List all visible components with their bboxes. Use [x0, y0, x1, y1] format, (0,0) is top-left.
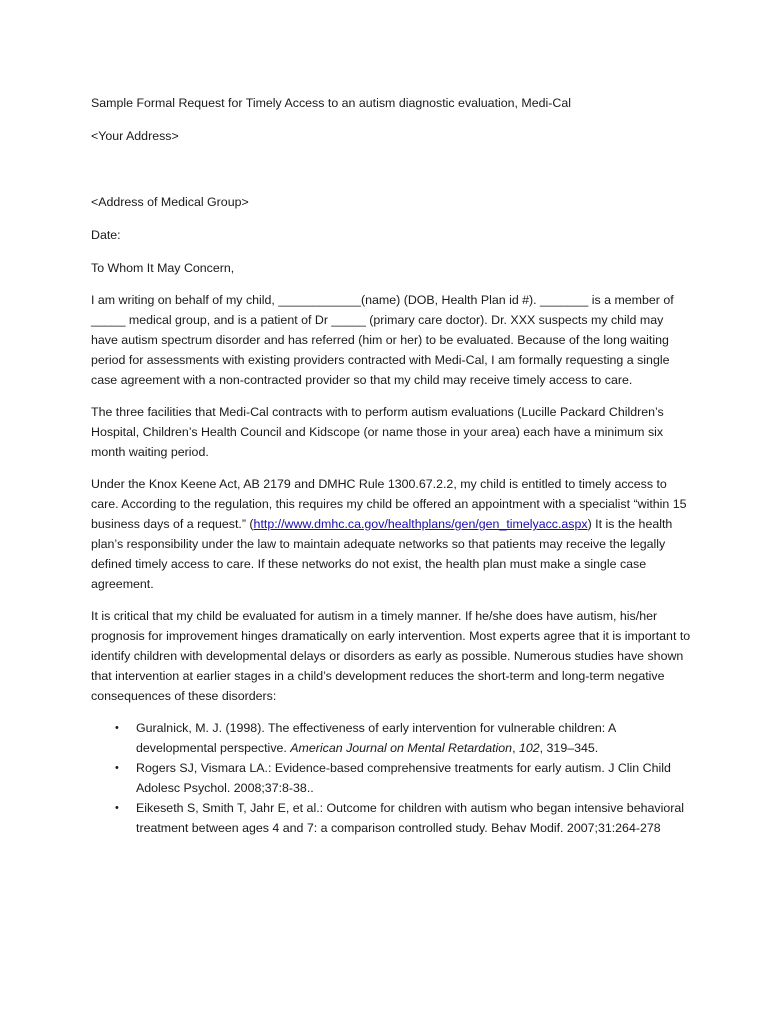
reference-journal: American Journal on Mental Retardation — [290, 741, 513, 755]
medical-group-address-placeholder: <Address of Medical Group> — [91, 195, 249, 209]
bullet-icon: • — [115, 802, 119, 814]
reference-separator: , — [512, 741, 519, 755]
reference-item — [91, 798, 691, 838]
dmhc-timely-access-link[interactable]: http://www.dmhc.ca.gov/healthplans/gen/gen_timelyacc.aspx — [253, 517, 588, 531]
paragraph-request: I am writing on behalf of my child, ____________(name) (DOB, Health Plan id #). _______ is a member of _____ medical group, and is a patient of Dr _____ (primary care doctor). Dr. XXX suspects my child may have autism spectrum disorder and has referred (him or her) to be evaluated. Because of the long waiting period for assessments with existing providers contracted with Medi-Cal, I am formally requesting a single case agreement with a non-contracted provider so that my child may receive timely access to care. — [91, 293, 674, 387]
document-title: Sample Formal Request for Timely Access to an autism diagnostic evaluation, Medi-Cal — [91, 96, 572, 110]
paragraph-facilities: The three facilities that Medi-Cal contracts with to perform autism evaluations (Lucille Packard Children’s Hospital, Children’s Health Council and Kidscope (or name those in your area) each have a minimum six month waiting period. — [91, 405, 664, 459]
your-address-placeholder: <Your Address> — [91, 129, 179, 143]
paragraph-knox-keene-text-1: Under the Knox Keene Act, AB 2179 and DMHC Rule 1300.67.2.2, my child is entitled to timely access to care. According to the regulation, this requires my child be offered an appointment with a specialist “within 15 business days of a request.” ( — [91, 477, 687, 531]
reference-text: Eikeseth S, Smith T, Jahr E, et al.: Outcome for children with autism who began intensive behavioral treatment between ages 4 and 7: a comparison controlled study. Behav Modif. 2007;31:264-278 — [136, 801, 684, 835]
reference-text: Guralnick, M. J. (1998). The effectiveness of early intervention for vulnerable children: A developmental perspective. — [136, 721, 616, 755]
reference-list — [91, 718, 691, 838]
reference-pages: , 319–345. — [539, 741, 599, 755]
paragraph-critical: It is critical that my child be evaluated for autism in a timely manner. If he/she does have autism, his/her prognosis for improvement hinges dramatically on early intervention. Most experts agree that it is important to identify children with developmental delays or disorders as early as possible. Numerous studies have shown that intervention at earlier stages in a child’s development reduces the short-term and long-term negative consequences of these disorders: — [91, 609, 691, 703]
paragraph-knox-keene — [91, 474, 691, 594]
bullet-icon: • — [115, 762, 119, 774]
bullet-icon: • — [115, 722, 119, 734]
reference-item — [91, 758, 691, 798]
reference-volume: 102 — [518, 741, 540, 755]
date-label: Date: — [91, 228, 121, 242]
reference-text: Rogers SJ, Vismara LA.: Evidence-based comprehensive treatments for early autism. J Clin Child Adolesc Psychol. 2008;37:8-38.. — [136, 761, 671, 795]
letter-document — [91, 93, 691, 838]
paragraph-knox-keene-text-2: ) It is the health plan’s responsibility under the law to maintain adequate networks so that patients may receive the legally defined timely access to care. If these networks do not exist, the health plan must make a single case agreement. — [91, 517, 673, 591]
reference-item — [91, 718, 691, 758]
salutation: To Whom It May Concern, — [91, 261, 235, 275]
